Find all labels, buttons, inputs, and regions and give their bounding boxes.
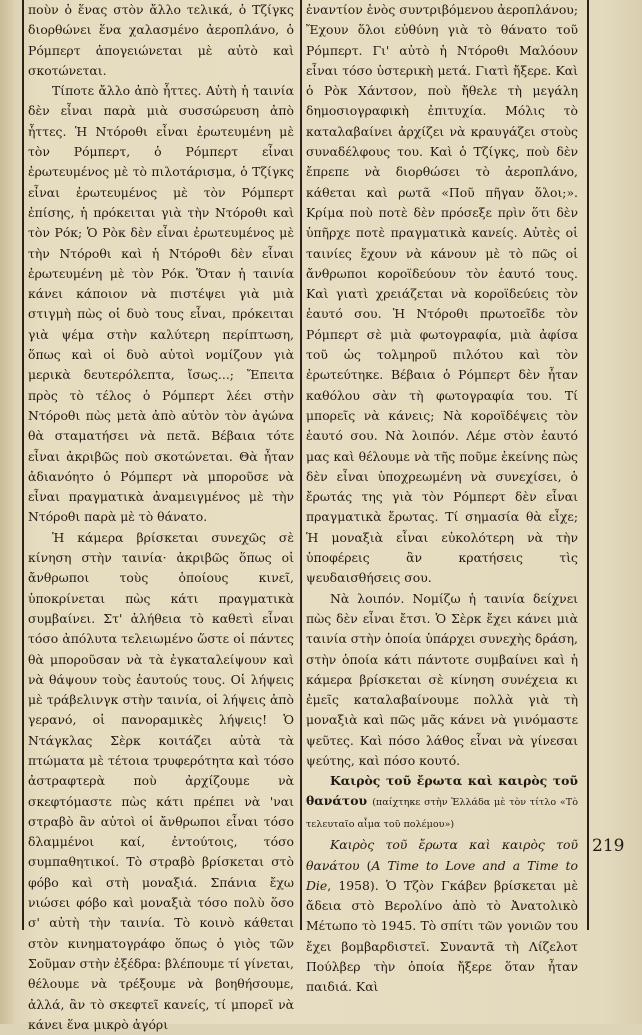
left-paragraph-2: Τίποτε ἄλλο ἀπὸ ἧττες. Αὐτὴ ἡ ταινία δὲν εἶναι παρὰ μιὰ συσσώρευση ἀπὸ ἧττες. Ἡ Ντόροθι εἶναι ἐρωτευμένη μὲ τὸν Ρόμπερτ, ὁ Ρόμπερτ εἶναι ἐρωτευμένος μὲ τὸ πιλοτάρισμα, ὁ Τζίγκς εἶναι ἐρωτευμένος μὲ τὸν Ρόμπερτ ἐπίσης, ἡ πρόκειται γιὰ τὴν Ντόροθι καὶ τὸν Ρόκ; Ὁ Ρὸκ δὲν εἶναι ἐρωτευμένος μὲ τὴν Ντόροθι καὶ ἡ Ντόροθι δὲν εἶναι ἐρωτευμένη μὲ τὸν Ρόκ. Ὅταν ἡ ταινία κάνει κάποιον νὰ πιστέψει γιὰ μιὰ στιγμὴ πὼς οἱ δυὸ τους εἶναι, πρόκειται γιὰ ψέμα στὴν καλύτερη περίπτωση, ὅπως καὶ οἱ δυὸ αὐτοὶ νομίζουν γιὰ μερικὰ δευτερόλεπτα, ἴσως...; Ἔπειτα πρὸς τὸ τέλος ὁ Ρόμπερτ λέει στὴν Ντόροθι πὼς μετὰ ἀπὸ αὐτὸν τὸν ἀγώνα θὰ σταματήσει νὰ πετᾶ. Βέβαια τότε εἶναι ἀκριβῶς ποὺ σκοτώνεται. Θὰ ἦταν ἀδιανόητο ὁ Ρόμπερτ νὰ μποροῦσε νὰ εἶναι πραγματικὰ ἀναμειγμένος μὲ τὴν Ντόροθι παρὰ μὲ τὸ θάνατο. bbox=[28, 83, 294, 525]
left-paragraph-3: Ἡ κάμερα βρίσκεται συνεχῶς σὲ κίνηση στὴν ταινία· ἀκριβῶς ὅπως οἱ ἄνθρωποι τοὺς ὁποίους κινεῖ, ὑποκρίνεται πὼς κάτι πραγματικὰ συμβαίνει. Στ' ἀλήθεια τὸ καθετὶ εἶναι τόσο ἀπόλυτα τελειωμένο ὥστε οἱ πάντες θὰ μποροῦσαν νὰ τὰ ἐγκαταλείψουν καὶ νὰ θάψουν τοὺς ἑαυτούς τους. Οἱ λήψεις μὲ τράβελινγκ στὴν ταινία, οἱ λήψεις ἀπὸ γερανό, οἱ πανοραμικὲς λήψεις! Ὁ Ντάγκλας Σὲρκ κοιτάζει αὐτὰ τὰ πτώματα μὲ τέτοια τρυφερότητα καὶ τόσο ἀστραφτερὰ ποὺ ἀρχίζουμε νὰ σκεφτόμαστε πὼς κάτι πρέπει νὰ 'ναι στραβὸ ἂν αὐτοὶ οἱ ἄνθρωποι εἶναι τόσο δλαμμένοι καί, ἐντούτοις, τόσο συμπαθητικοί. Τὸ στραβὸ βρίσκεται στὸ φόβο καὶ στὴ μοναξιά. Σπάνια ἔχω νιώσει φόβο καὶ μοναξιὰ τόσο πολὺ ὅσο σ' αὐτὴ τὴν ταινία. Τὸ κοινὸ κάθεται στὸν κινηματογράφο ὅπως ὁ γιὸς τῶν Σοῦμαν στὴν ἐξέδρα: βλέπουμε τί γίνεται, θέλουμε νὰ τρέξουμε νὰ βοηθήσουμε, ἀλλά, ἂν τὸ σκεφτεῖ κανείς, τί μπορεῖ νὰ κάνει ἕνα μικρὸ ἀγόρι bbox=[28, 529, 294, 1032]
page-edge-shadow bbox=[0, 0, 14, 1024]
right-paragraph-3 bbox=[306, 835, 578, 997]
right-paragraph-1: ἐναντίον ἑνὸς συντριβόμενου ἀεροπλάνου; Ἔχουν ὅλοι εὐθύνη γιὰ τὸ θάνατο τοῦ Ρόμπερτ. Γι' αὐτὸ ἡ Ντόροθι Μαλόουν εἶναι τόσο ὑστερικὴ μετά. Γιατὶ ἤξερε. Καὶ ὁ Ρὸκ Χάντσον, ποὺ ἤθελε τὴ μεγάλη δημοσιογραφικὴ ἐπιτυχία. Μόλις τὸ καταλαβαίνει ἀρχίζει νὰ κραυγάζει στοὺς συναδέλφους του. Καὶ ὁ Τζίγκς, ποὺ δὲν ἔπρεπε νὰ διορθώσει τὸ ἀεροπλάνο, κάθεται καὶ ρωτᾶ «Ποῦ πῆγαν ὅλοι;». Κρίμα ποὺ ποτὲ δὲν πρόσεξε πρὶν ὅτι δὲν ὑπῆρχε ποτὲ πραγματικὰ κανείς. Αὐτὲς οἱ ταινίες ἔχουν νὰ κάνουν μὲ τὸ πῶς οἱ ἄνθρωποι κοροϊδεύουν τὸν ἑαυτό τους. Καὶ γιατὶ χρειάζεται νὰ κοροϊδεύεις τὸν ἑαυτό σου. Ἡ Ντόροθι πρωτοεῖδε τὸν Ρόμπερτ σὲ μιὰ φωτογραφία, μιὰ ἀφίσα τοῦ ὡς τολμηροῦ πιλότου καὶ τὸν ἐρωτεύτηκε. Βέβαια ὁ Ρόμπερτ δὲν ἦταν καθόλου σὰν τὴ φωτογραφία του. Τί μπορεῖς νὰ κάνεις; Νὰ κοροϊδέψεις τὸν ἑαυτό σου. Νὰ λοιπόν. Λέμε στὸν ἑαυτό μας καὶ θέλουμε νὰ τῆς ποῦμε ἐκείνης πὼς δὲν εἶναι ὑποχρεωμένη νὰ συνεχίσει, ὁ ἔρωτάς της γιὰ τὸν Ρόμπερτ δὲν εἶναι πραγματικὰ ἔρωτας. Τί σημασία θὰ εἶχε; Ἡ μοναξιὰ εἶναι εὐκολότερη νὰ τὴν ὑποφέρεις ἂν κρατήσεις τὶς ψευδαισθήσεις σου. bbox=[306, 2, 578, 586]
page-number: 219 bbox=[592, 836, 625, 856]
right-paragraph-2: Νὰ λοιπόν. Νομίζω ἡ ταινία δείχνει πὼς δὲν εἶναι ἔτσι. Ὁ Σὲρκ ἔχει κάνει μιὰ ταινία στὴν ὁποία ὑπάρχει συνεχὴς δράση, στὴν ὁποία κάτι πάντοτε συμβαίνει καὶ ἡ κάμερα βρίσκεται σὲ κίνηση συνέχεια κι ἐμεῖς καταλαβαίνουμε πολλὰ γιὰ τὴ μοναξιὰ καὶ πῶς μᾶς κάνει νὰ γινόμαστε ψεῦτες. Καὶ πόσο λάθος εἶναι νὰ γίνεσαι ψεύτης, καὶ πόσο κουτό. bbox=[306, 590, 578, 768]
film-year: , 1958). bbox=[327, 877, 379, 893]
left-paragraph-1: ποὺν ὁ ἕνας στὸν ἄλλο τελικά, ὁ Τζίγκς διορθώνει ἕνα χαλασμένο ἀεροπλάνο, ὁ Ρόμπερτ ἀπογειώνεται μὲ αὐτὸ καὶ σκοτώνεται. bbox=[28, 2, 294, 78]
left-column bbox=[28, 0, 294, 1032]
section-heading-note: (παίχτηκε στὴν Ἑλλάδα μὲ τὸν τίτλο «Τὸ τελευταῖο αἷμα τοῦ πολέμου») bbox=[306, 797, 578, 831]
paren-open: ( bbox=[366, 857, 372, 873]
right-column bbox=[306, 0, 578, 995]
section-heading-title: Καιρὸς τοῦ ἔρωτα καὶ καιρὸς τοῦ θανάτου bbox=[306, 773, 578, 809]
right-paragraph-3-text: Ὁ Τζὸν Γκάβεν βρίσκεται μὲ ἄδεια στὸ Βερολίνο ἀπὸ τὸ Ἀνατολικὸ Μέτωπο τὸ 1945. Τὸ σπίτι τῶν γονιῶν του ἔχει βομβαρδιστεῖ. Συναντᾶ τὴ Λίζελοτ Πούλβερ τὴν ὁποία ἤξερε ὅταν ἦταν παιδιά. Καὶ bbox=[306, 877, 578, 995]
film-title-greek: Καιρὸς τοῦ ἔρωτα καὶ καιρὸς τοῦ θανάτου bbox=[306, 837, 578, 873]
film-title-original: A Time to Love and a Time to Die bbox=[306, 857, 578, 893]
section-heading bbox=[306, 771, 578, 835]
column-divider bbox=[300, 0, 302, 930]
